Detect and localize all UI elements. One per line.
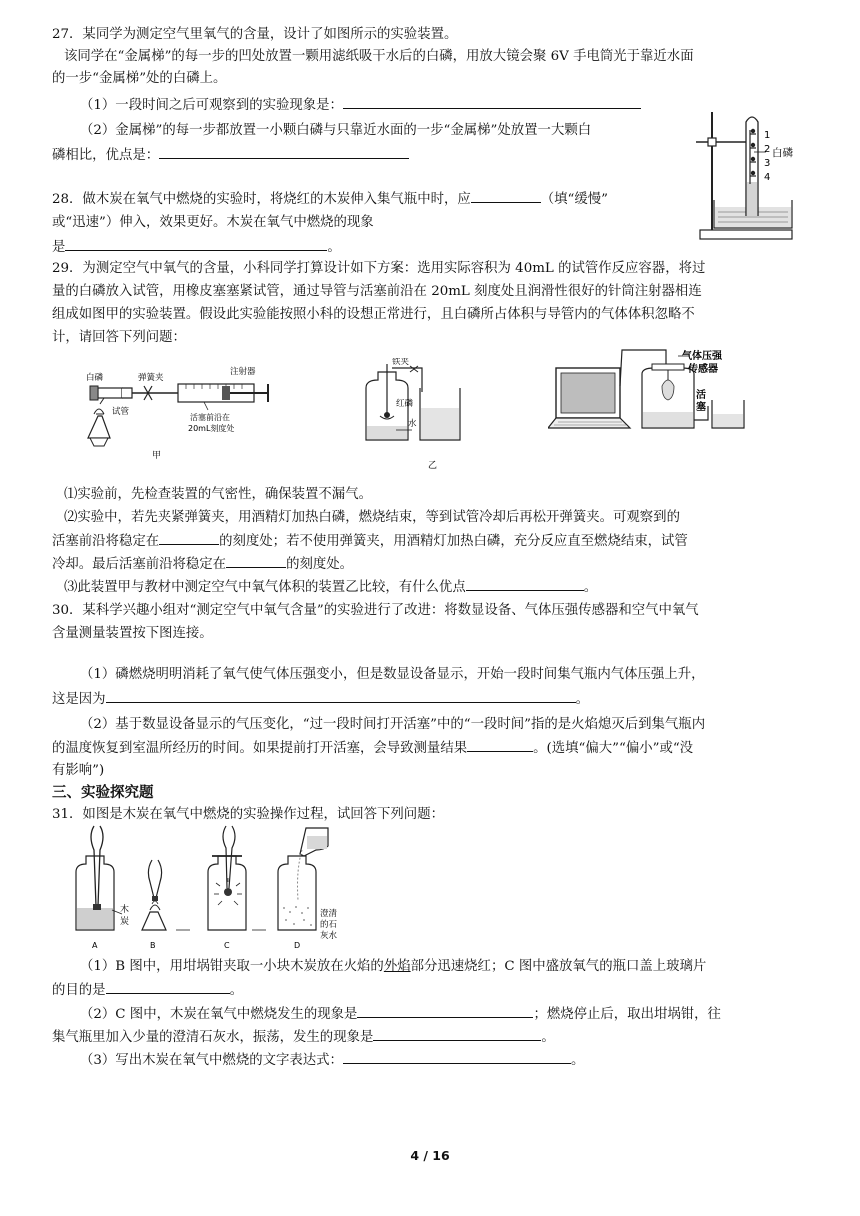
q28-line-1 [52, 188, 608, 211]
q27-paragraph-2: 的一步“金属梯”处的白磷上。 [52, 71, 227, 86]
label-water: 水 [408, 419, 417, 429]
q31-question-3-text: （3）写出木炭在氧气中燃烧的文字表达式： [80, 1053, 343, 1068]
label-charcoal-1: 木 [120, 905, 130, 915]
q27-question-2b [52, 144, 409, 167]
label-pressure-sensor-2: 传感器 [688, 364, 718, 375]
answer-blank[interactable] [226, 553, 286, 568]
answer-blank[interactable] [467, 737, 533, 752]
q31-question-1b [52, 979, 243, 1002]
q31-question-3 [80, 1049, 584, 1072]
q27-paragraph-1: 该同学在“金属梯”的每一步的凹处放置一颗用滤纸吸干水后的白磷，用放大镜会聚 6V 手电筒光于靠近水面 [64, 49, 694, 64]
q31-question-1b-text: 的目的是 [52, 983, 106, 998]
q30-question-2b-text: 的温度恢复到室温所经历的时间。如果提前打开活塞，会导致测量结果 [52, 741, 468, 756]
answer-blank[interactable] [357, 1003, 533, 1018]
figure-letter: A [92, 941, 98, 950]
q29-line-3: 组成如图甲的实验装置。假设此实验能按照小科的设想正常进行，且白磷所占体积与导管内的气体体积忽略不 [52, 307, 695, 322]
label-red-phosphorus: 红磷 [396, 399, 414, 409]
pressure-sensor-apparatus-figure [548, 346, 754, 452]
metal-ladder-apparatus-figure [692, 104, 802, 244]
q31-question-2a [80, 1003, 721, 1026]
q31-question-2a-text: （2）C 图中，木炭在氧气中燃烧发生的现象是 [80, 1007, 358, 1022]
page-number: 4 / 16 [410, 1148, 450, 1163]
label-pressure-sensor-1: 气体压强 [682, 351, 722, 362]
label-piston-line2: 20mL刻度处 [188, 424, 235, 433]
q29-step-2c-text: 冷却。最后活塞前沿将稳定在 [52, 557, 227, 572]
label-plug-1: 活 [696, 390, 706, 401]
answer-blank[interactable] [343, 1049, 571, 1064]
q30-question-2b [52, 737, 693, 760]
q31-question-1b-end: 。 [229, 983, 243, 998]
outer-flame-term: 外焰 [383, 959, 411, 974]
q28-line-2: 或“迅速”）伸入，效果更好。木炭在氧气中燃烧的现象 [52, 215, 374, 230]
q30-question-1b-text: 这是因为 [52, 692, 106, 707]
label-syringe: 注射器 [230, 367, 256, 377]
q30-line-1: 30．某科学兴趣小组对“测定空气中氧气含量”的实验进行了改进：将数显设备、气体压强传感器和空气中氧气 [52, 603, 699, 618]
label-charcoal-2: 炭 [120, 917, 130, 927]
q30-line-2: 含量测量装置按下图连接。 [52, 626, 213, 641]
ladder-step-number: 1 [764, 130, 771, 141]
q29-line-1: 29．为测定空气中氧气的含量，小科同学打算设计如下方案：选用实际容积为 40mL 的试管作反应容器，将过 [52, 261, 706, 276]
answer-blank[interactable] [373, 1026, 541, 1041]
q31-question-1a-text: （1）B 图中，用坩埚钳夹取一小块木炭放在火焰的 [80, 959, 384, 974]
q29-step-2a: ⑵实验中，若先夹紧弹簧夹，用酒精灯加热白磷，燃烧结束，等到试管冷却后再松开弹簧夹。可观察到的 [64, 510, 680, 525]
ladder-step-number: 4 [764, 172, 771, 183]
q31-question-2b [52, 1026, 555, 1049]
q29-step-2c [52, 553, 353, 576]
label-spring-clip: 弹簧夹 [138, 373, 164, 383]
label-test-tube: 试管 [112, 407, 130, 417]
answer-blank[interactable] [106, 979, 230, 994]
q29-step-2b-text: 活塞前沿将稳定在 [52, 534, 160, 549]
q28-line-1-tail: （填“缓慢” [540, 192, 609, 207]
q29-step-3 [64, 576, 597, 599]
q29-line-4: 计，请回答下列问题： [52, 330, 186, 345]
q31-question-2b-end: 。 [541, 1030, 555, 1045]
q30-question-1b-end: 。 [575, 692, 589, 707]
q29-line-2: 量的白磷放入试管，用橡皮塞塞紧试管，通过导管与活塞前沿在 20mL 刻度处且润滑性很好的针筒注射器相连 [52, 284, 702, 299]
section-title: 三、实验探究题 [52, 785, 154, 801]
q28-line-3-text: 是 [52, 240, 66, 255]
q28-line-3 [52, 236, 341, 259]
label-limewater-3: 灰水 [320, 931, 338, 941]
answer-blank[interactable] [106, 688, 576, 703]
answer-blank[interactable] [466, 576, 584, 591]
q31-question-1a-text2: 部分迅速烧红；C 图中盛放氧气的瓶口盖上玻璃片 [410, 959, 707, 974]
q27-question-2a: （2）金属梯”的每一步都放置一小颗白磷与只靠近水面的一步“金属梯”处放置一大颗白 [80, 123, 592, 138]
q31-question-2b-text: 集气瓶里加入少量的澄清石灰水，振荡，发生的现象是 [52, 1030, 374, 1045]
label-limewater-1: 澄清 [320, 909, 338, 919]
q29-step-2c-text2: 的刻度处。 [286, 557, 354, 572]
q28-line-3-end: 。 [327, 240, 341, 255]
q27-title: 27．某同学为测定空气里氧气的含量，设计了如图所示的实验装置。 [52, 27, 458, 42]
q30-question-2b-text2: 。(选填“偏大”“偏小”或“没 [533, 741, 694, 756]
charcoal-combustion-figure [66, 820, 346, 952]
q29-step-3-end: 。 [583, 580, 598, 595]
q27-question-1 [80, 94, 641, 117]
q29-step-1: ⑴实验前，先检查装置的气密性，确保装置不漏气。 [64, 487, 372, 502]
answer-blank[interactable] [471, 188, 541, 203]
q30-question-2c: 有影响”) [52, 763, 105, 778]
apparatus-jia-figure [82, 358, 292, 464]
q28-line-1-text: 28．做木炭在氧气中燃烧的实验时，将烧红的木炭伸入集气瓶中时，应 [52, 192, 471, 207]
q31-question-1a [80, 956, 706, 978]
white-phosphorus-label: 白磷 [772, 147, 793, 159]
q30-question-1b [52, 688, 589, 711]
ladder-step-number: 2 [764, 144, 771, 155]
q29-step-3-text: ⑶此装置甲与教材中测定空气中氧气体积的装置乙比较，有什么优点 [64, 580, 466, 595]
figure-letter: B [150, 941, 156, 950]
figure-letter: C [224, 941, 230, 950]
q31-question-2a-text2: ；燃烧停止后，取出坩埚钳，往 [533, 1007, 721, 1022]
label-plug-2: 塞 [696, 402, 706, 413]
figure-caption-yi: 乙 [428, 461, 438, 471]
figure-letter: D [294, 941, 301, 950]
q27-question-1-text: （1）一段时间之后可观察到的实验现象是： [80, 98, 343, 113]
label-iron-clamp: 铁夹 [392, 358, 410, 367]
figure-caption-jia: 甲 [152, 451, 162, 461]
ladder-step-number: 3 [764, 158, 771, 169]
apparatus-yi-figure [356, 358, 476, 474]
answer-blank[interactable] [159, 530, 219, 545]
q30-question-1a: （1）磷燃烧明明消耗了氧气使气体压强变小，但是数显设备显示，开始一段时间集气瓶内气体压强上升， [80, 667, 705, 682]
label-piston-line1: 活塞前沿在 [190, 413, 230, 422]
q31-title: 31．如图是木炭在氧气中燃烧的实验操作过程，试回答下列问题： [52, 807, 444, 822]
answer-blank[interactable] [159, 144, 409, 159]
answer-blank[interactable] [343, 94, 641, 109]
label-white-phosphorus: 白磷 [86, 373, 104, 383]
q31-question-3-end: 。 [570, 1053, 585, 1068]
q30-question-2a: （2）基于数显设备显示的气压变化，“过一段时间打开活塞”中的“一段时间”指的是火焰熄灭后到集气瓶内 [80, 717, 706, 732]
label-limewater-2: 的石 [320, 920, 338, 930]
q29-step-2b [52, 530, 688, 553]
q29-step-2b-text2: 的刻度处；若不使用弹簧夹，用酒精灯加热白磷，充分反应直至燃烧结束，试管 [219, 534, 688, 549]
answer-blank[interactable] [65, 236, 327, 251]
q27-question-2b-text: 磷相比，优点是： [52, 148, 160, 163]
